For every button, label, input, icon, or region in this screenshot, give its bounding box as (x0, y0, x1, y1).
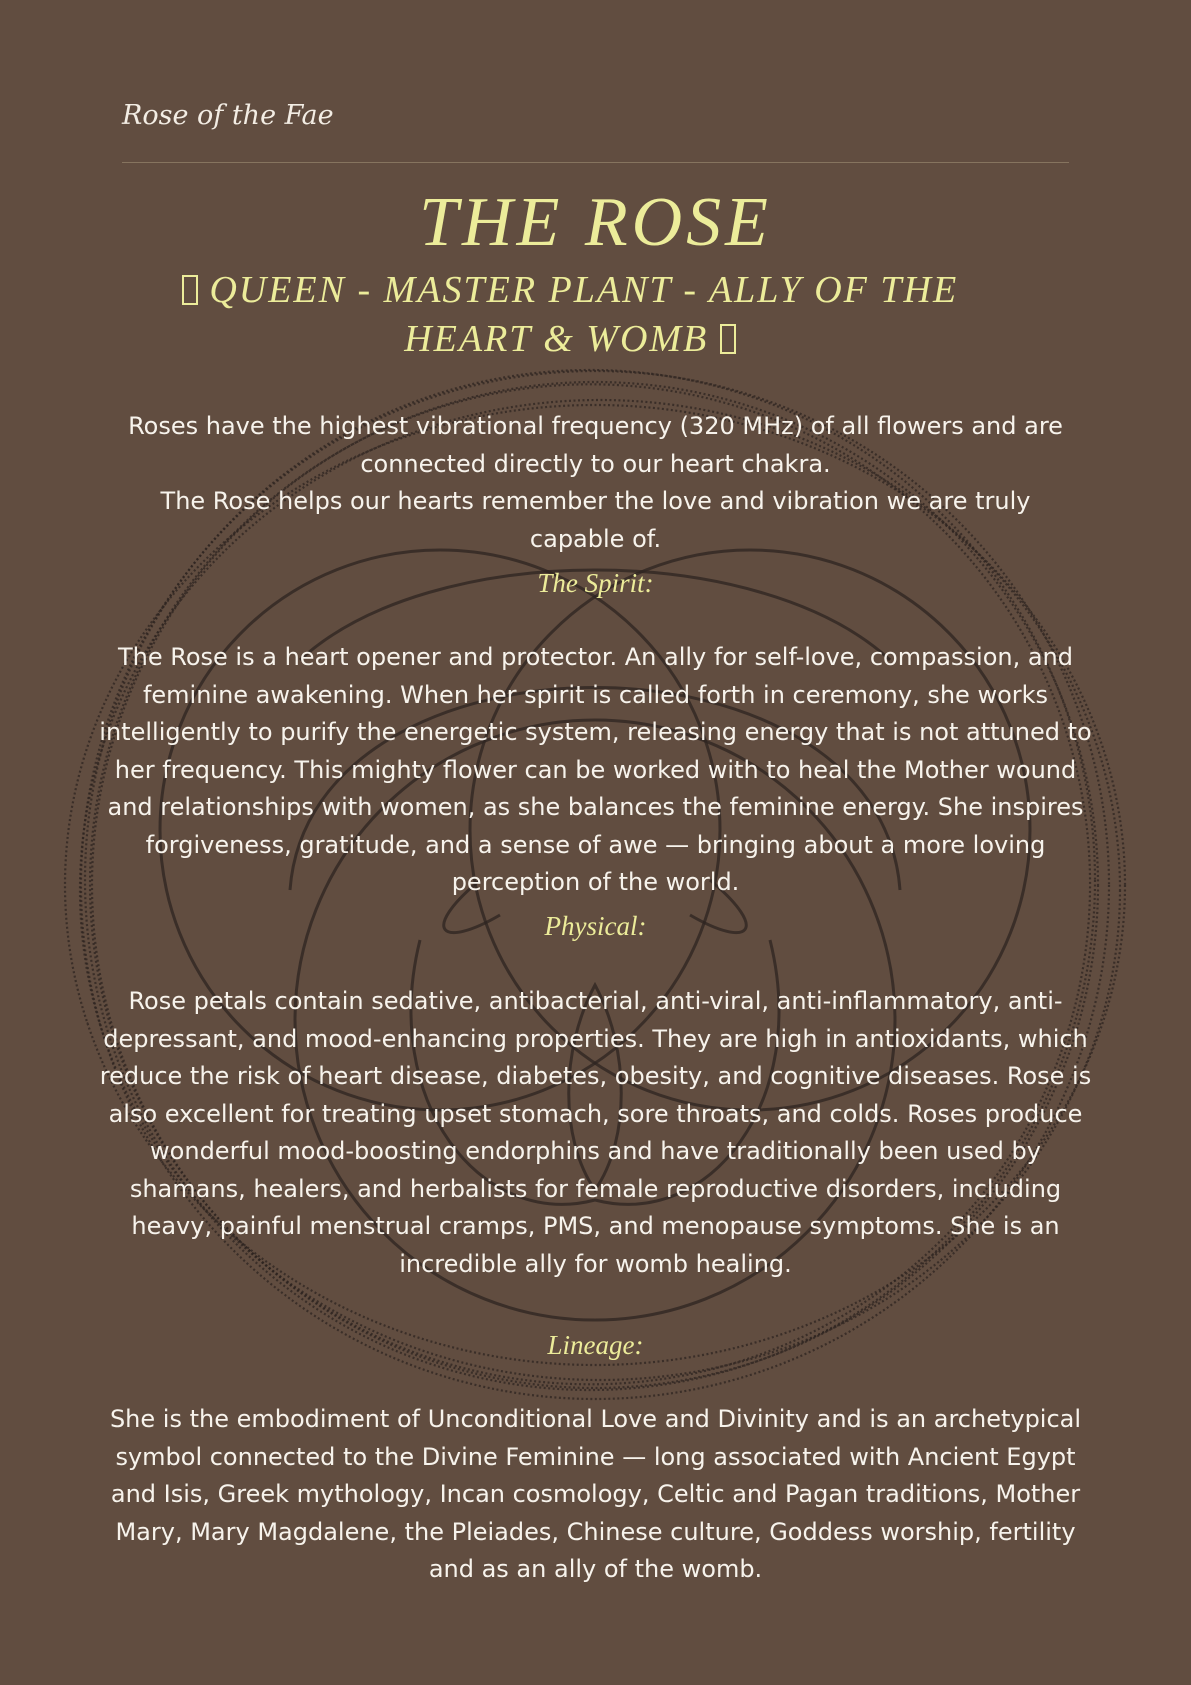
subtitle-line-1: QUEEN - MASTER PLANT - ALLY OF THE (209, 269, 959, 311)
header-divider (122, 162, 1069, 163)
page-title: THE ROSE (419, 184, 772, 261)
missing-glyph-icon (720, 324, 736, 354)
page-subtitle (150, 266, 990, 364)
section-heading-spirit: The Spirit: (537, 568, 654, 598)
intro-paragraph (120, 408, 1071, 558)
intro-line-2: The Rose helps our hearts remember the love and vibration we are truly capable of. (160, 487, 1031, 553)
missing-glyph-icon (182, 275, 198, 305)
intro-line-1: Roses have the highest vibrational frequency (320 MHz) of all flowers and are connected directly to our heart chakra. (128, 412, 1063, 478)
subtitle-line-2: HEART & WOMB (404, 318, 709, 360)
section-heading-lineage: Lineage: (547, 1330, 644, 1360)
section-body-lineage: She is the embodiment of Unconditional Love and Divinity and is an archetypical symbol connected to the Divine Feminine — long associated with Ancient Egypt and Isis, Greek mythology, Incan cosmology, Celtic and Pagan traditions, Mother Mary, Mary Magdalene, the Pleiades, Chinese culture, Goddess worship, fertility and as an ally of the womb. (109, 1405, 1082, 1583)
section-heading-physical: Physical: (544, 911, 647, 941)
section-body-spirit: The Rose is a heart opener and protector. An ally for self-love, compassion, and feminine awakening. When her spirit is called forth in ceremony, she works intelligently to purify the energetic system, releasing energy that is not attuned to her frequency. This mighty flower can be worked with to heal the Mother wound and relationships with women, as she balances the feminine energy. She inspires forgiveness, gratitude, and a sense of awe — bringing about a more loving perception of the world. (99, 643, 1092, 896)
section-body-physical: Rose petals contain sedative, antibacterial, anti-viral, anti-inflammatory, anti-depressant, and mood-enhancing properties. They are high in antioxidants, which reduce the risk of heart disease, diabetes, obesity, and cognitive diseases. Rose is also excellent for treating upset stomach, sore throats, and colds. Roses produce wonderful mood-boosting endorphins and have traditionally been used by shamans, healers, and herbalists for female reproductive disorders, including heavy, painful menstrual cramps, PMS, and menopause symptoms. She is an incredible ally for womb healing. (99, 987, 1092, 1278)
brand-name: Rose of the Fae (122, 100, 334, 131)
